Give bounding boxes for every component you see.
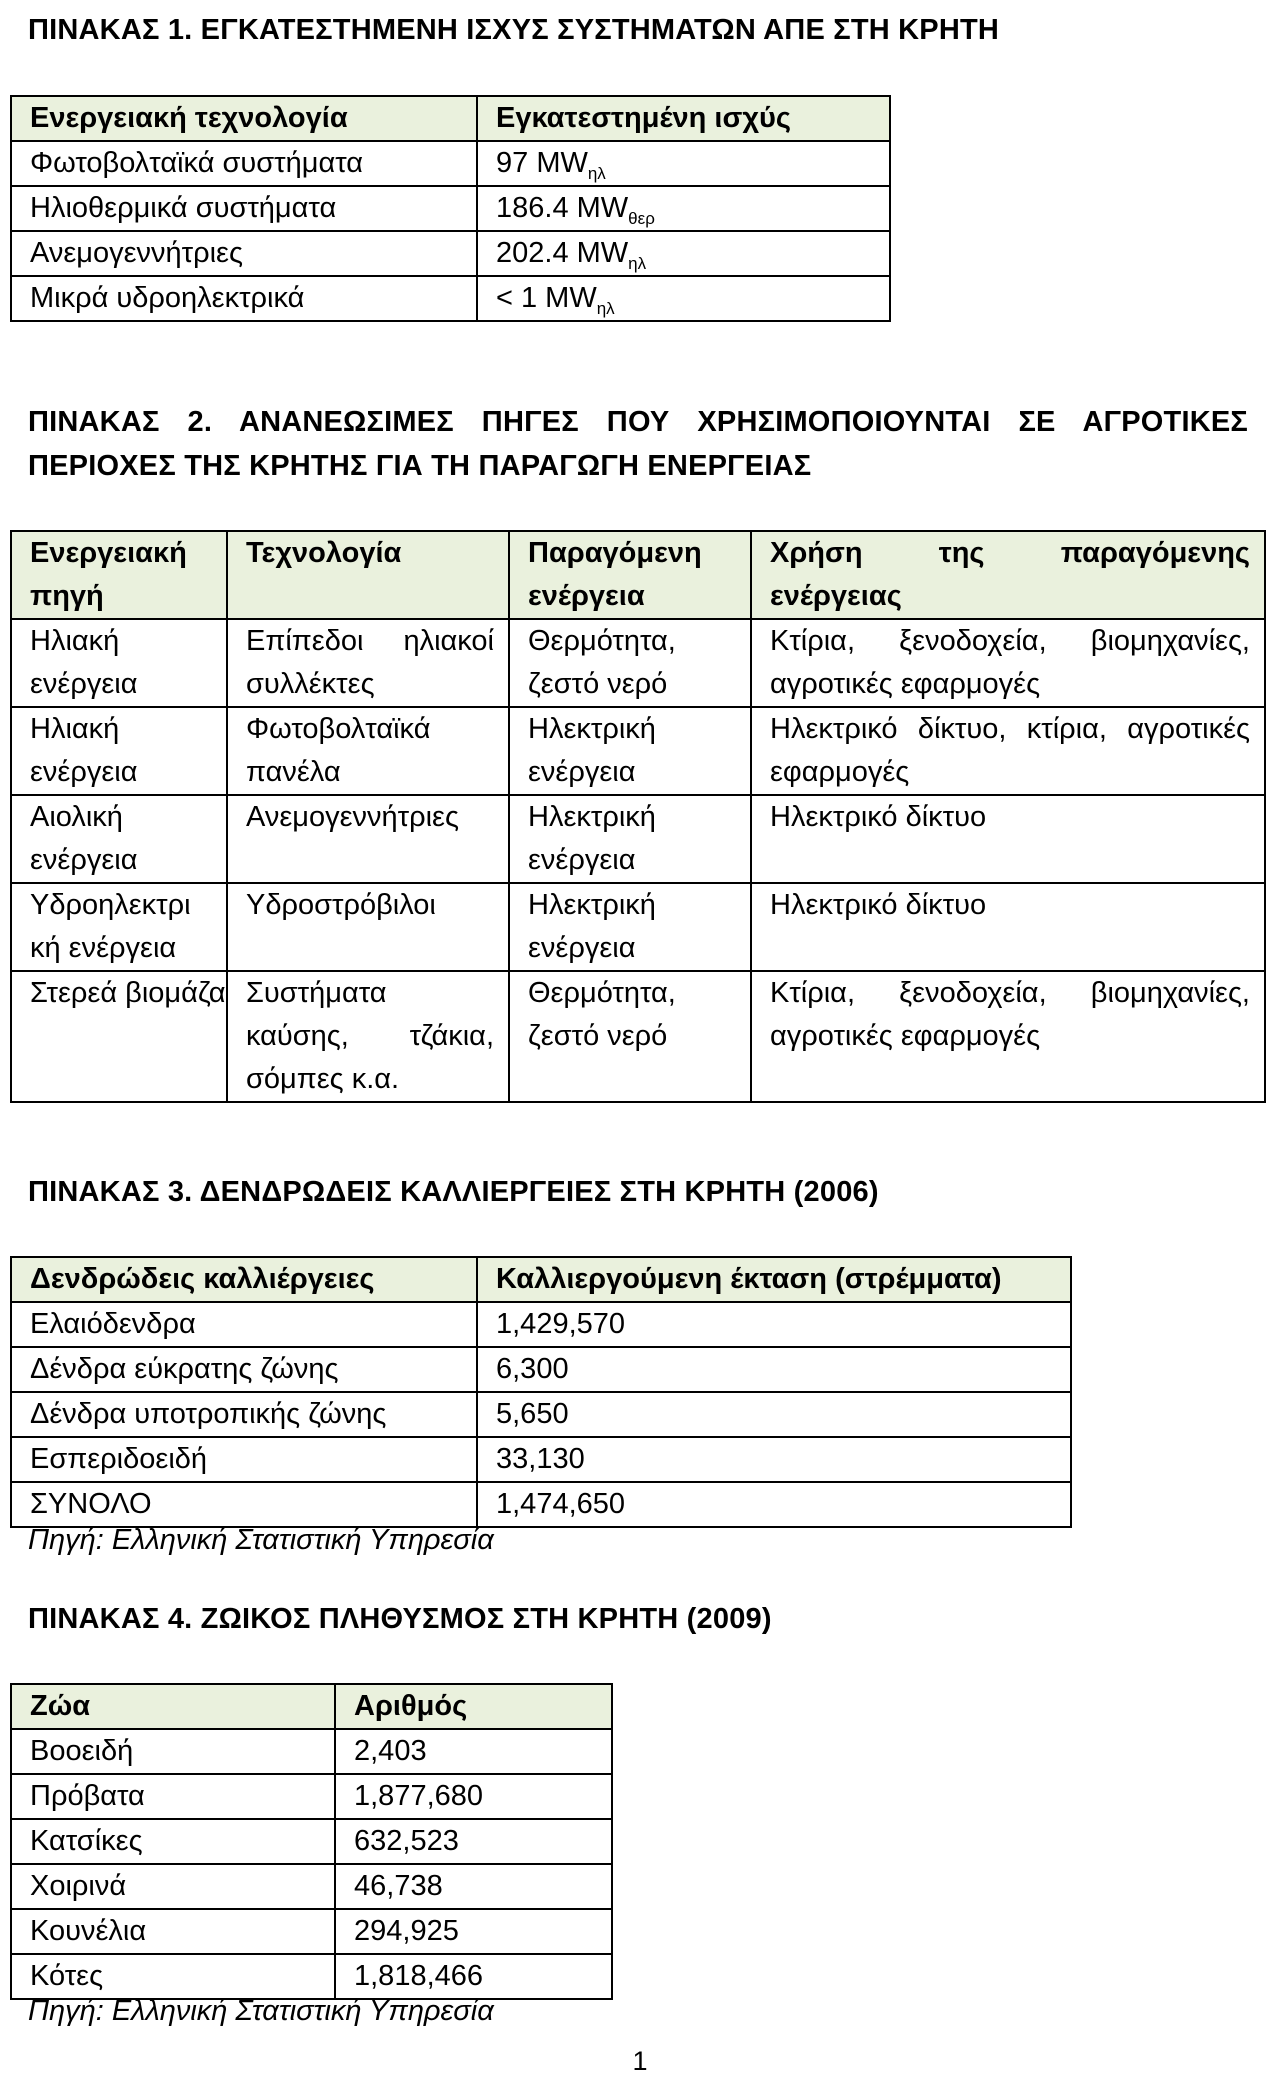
table-header-row — [11, 1684, 612, 1729]
table-row — [11, 1392, 1071, 1437]
table-cell: Δένδρα εύκρατης ζώνης — [11, 1347, 477, 1392]
table-cell: Πρόβατα — [11, 1774, 335, 1819]
table-cell: Ελαιόδενδρα — [11, 1302, 477, 1347]
table-cell: Φωτοβολταϊκά πανέλα — [227, 707, 509, 795]
table4-title: ΠΙΝΑΚΑΣ 4. ΖΩΙΚΟΣ ΠΛΗΘΥΣΜΟΣ ΣΤΗ ΚΡΗΤΗ (2009) — [28, 1603, 772, 1635]
table-header-cell: Αριθμός — [335, 1684, 612, 1729]
table-cell: Χοιρινά — [11, 1864, 335, 1909]
table-cell: 2,403 — [335, 1729, 612, 1774]
table-cell: 6,300 — [477, 1347, 1071, 1392]
table-cell: Ηλεκτρική ενέργεια — [509, 883, 751, 971]
table-header-cell: Τεχνολογία — [227, 531, 509, 619]
table-cell: Στερεά βιομάζα — [11, 971, 227, 1102]
table-cell: 1,429,570 — [477, 1302, 1071, 1347]
table-cell: Δένδρα υποτροπικής ζώνης — [11, 1392, 477, 1437]
table-row — [11, 1729, 612, 1774]
table-row — [11, 1909, 612, 1954]
table-row — [11, 1864, 612, 1909]
table-cell: Ανεμογεννήτριες — [227, 795, 509, 883]
unit-subscript: ηλ — [628, 254, 647, 273]
table-cell: ΣΥΝΟΛΟ — [11, 1482, 477, 1527]
table-cell: Φωτοβολταϊκά συστήματα — [11, 141, 477, 186]
table-header-cell: Χρήση της παραγόμενης ενέργειας — [751, 531, 1265, 619]
table-header-cell: Δενδρώδεις καλλιέργειες — [11, 1257, 477, 1302]
unit-subscript: ηλ — [596, 299, 615, 318]
table2 — [10, 530, 1266, 1103]
table-row — [11, 231, 890, 276]
table-cell: 1,877,680 — [335, 1774, 612, 1819]
table-cell: Κουνέλια — [11, 1909, 335, 1954]
table-row — [11, 141, 890, 186]
table-cell: Μικρά υδροηλεκτρικά — [11, 276, 477, 321]
table-cell: 1,818,466 — [335, 1954, 612, 1999]
table-cell: 46,738 — [335, 1864, 612, 1909]
table-cell: Κατσίκες — [11, 1819, 335, 1864]
unit-subscript: ηλ — [587, 164, 606, 183]
table-cell: Ηλεκτρικό δίκτυο — [751, 883, 1265, 971]
table-header-cell: Εγκατεστημένη ισχύς — [477, 96, 890, 141]
table-header-cell: Ενεργειακή τεχνολογία — [11, 96, 477, 141]
table-cell — [477, 276, 890, 321]
table-cell: Αιολική ενέργεια — [11, 795, 227, 883]
table-header-row — [11, 531, 1265, 619]
table-header-cell: Καλλιεργούμενη έκταση (στρέμματα) — [477, 1257, 1071, 1302]
table-cell: 632,523 — [335, 1819, 612, 1864]
table-cell: 5,650 — [477, 1392, 1071, 1437]
table-cell: Ηλεκτρικό δίκτυο — [751, 795, 1265, 883]
table-cell: Επίπεδοι ηλιακοί συλλέκτες — [227, 619, 509, 707]
table-row — [11, 276, 890, 321]
table1-title: ΠΙΝΑΚΑΣ 1. ΕΓΚΑΤΕΣΤΗΜΕΝΗ ΙΣΧΥΣ ΣΥΣΤΗΜΑΤΩΝ ΑΠΕ ΣΤΗ ΚΡΗΤΗ — [28, 14, 1000, 46]
table-row — [11, 1302, 1071, 1347]
table-cell: 33,130 — [477, 1437, 1071, 1482]
table-header-cell: Ενεργειακή πηγή — [11, 531, 227, 619]
table-cell: 294,925 — [335, 1909, 612, 1954]
table-cell: Ηλεκτρική ενέργεια — [509, 795, 751, 883]
table-row — [11, 1774, 612, 1819]
table-cell — [477, 186, 890, 231]
table-cell: Θερμότητα, ζεστό νερό — [509, 971, 751, 1102]
unit-subscript: θερ — [628, 209, 655, 228]
table-cell: Ηλεκτρική ενέργεια — [509, 707, 751, 795]
table-cell: Ηλεκτρικό δίκτυο, κτίρια, αγροτικές εφαρμογές — [751, 707, 1265, 795]
table1 — [10, 95, 891, 322]
table-cell: Ηλιακή ενέργεια — [11, 707, 227, 795]
table-row — [11, 1437, 1071, 1482]
table-row — [11, 971, 1265, 1102]
table-row — [11, 883, 1265, 971]
table3-source: Πηγή: Ελληνική Στατιστική Υπηρεσία — [28, 1524, 494, 1556]
table-header-cell: Παραγόμενη ενέργεια — [509, 531, 751, 619]
table-row — [11, 1347, 1071, 1392]
power-value: 186.4 MW — [496, 192, 629, 224]
power-value: 97 MW — [496, 147, 588, 179]
table-row — [11, 795, 1265, 883]
table-header-cell: Ζώα — [11, 1684, 335, 1729]
table-cell: 1,474,650 — [477, 1482, 1071, 1527]
table-cell: Υδροηλεκτρι κή ενέργεια — [11, 883, 227, 971]
table-cell: Συστήματα καύσης, τζάκια, σόμπες κ.α. — [227, 971, 509, 1102]
table-row — [11, 186, 890, 231]
table-cell: Κότες — [11, 1954, 335, 1999]
table-header-row — [11, 1257, 1071, 1302]
table2-title: ΠΙΝΑΚΑΣ 2. ΑΝΑΝΕΩΣΙΜΕΣ ΠΗΓΕΣ ΠΟΥ ΧΡΗΣΙΜΟΠΟΙΟΥΝΤΑΙ ΣΕ ΑΓΡΟΤΙΚΕΣ ΠΕΡΙΟΧΕΣ ΤΗΣ ΚΡΗΤΗΣ ΓΙΑ ΤΗ ΠΑΡΑΓΩΓΗ ΕΝΕΡΓΕΙΑΣ — [28, 406, 1248, 482]
table3-title: ΠΙΝΑΚΑΣ 3. ΔΕΝΔΡΩΔΕΙΣ ΚΑΛΛΙΕΡΓΕΙΕΣ ΣΤΗ ΚΡΗΤΗ (2006) — [28, 1176, 879, 1208]
page-number: 1 — [632, 2046, 648, 2076]
table-cell: Βοοειδή — [11, 1729, 335, 1774]
table4-source: Πηγή: Ελληνική Στατιστική Υπηρεσία — [28, 1995, 494, 2027]
table-cell: Ηλιοθερμικά συστήματα — [11, 186, 477, 231]
table-cell: Θερμότητα, ζεστό νερό — [509, 619, 751, 707]
table-row — [11, 1819, 612, 1864]
table3 — [10, 1256, 1072, 1528]
table-cell: Κτίρια, ξενοδοχεία, βιομηχανίες, αγροτικές εφαρμογές — [751, 619, 1265, 707]
table-cell — [477, 231, 890, 276]
table-cell: Ανεμογεννήτριες — [11, 231, 477, 276]
table-cell — [477, 141, 890, 186]
table-cell: Ηλιακή ενέργεια — [11, 619, 227, 707]
table-cell: Υδροστρόβιλοι — [227, 883, 509, 971]
table-cell: Εσπεριδοειδή — [11, 1437, 477, 1482]
table-header-row — [11, 96, 890, 141]
power-value: 202.4 MW — [496, 237, 629, 269]
table4 — [10, 1683, 613, 2000]
table-row — [11, 619, 1265, 707]
table-cell: Κτίρια, ξενοδοχεία, βιομηχανίες, αγροτικές εφαρμογές — [751, 971, 1265, 1102]
table-row — [11, 707, 1265, 795]
power-value: < 1 MW — [496, 282, 597, 314]
